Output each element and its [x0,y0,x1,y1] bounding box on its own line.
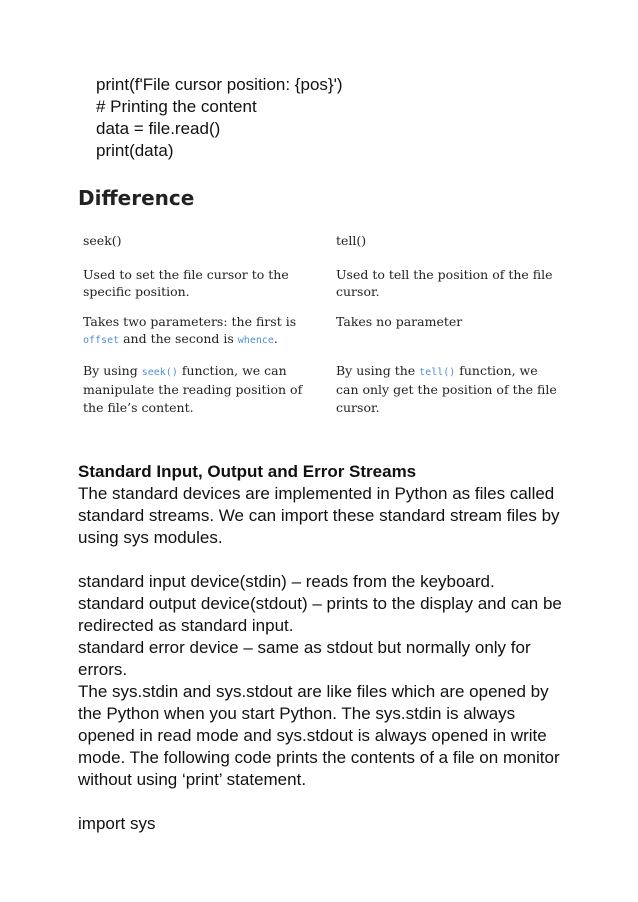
cell-text: Takes two parameters: the first is [83,313,297,329]
difference-heading: Difference [78,186,195,210]
code-line: # Printing the content [96,97,257,116]
cell-text: By using [83,362,142,378]
streams-heading: Standard Input, Output and Error Streams [78,462,417,481]
cell-text: and the second is [119,331,238,346]
stderr-line: standard error device – same as stdout but normally only for errors. [78,638,531,679]
cell-text: function, we can manipulate the reading position of the file’s content. [83,362,303,415]
spacer [78,549,568,571]
seek-usage-cell [78,362,334,417]
table-row [78,362,558,417]
code-line: print(f'File cursor position: {pos}') [96,75,343,94]
table-row [78,266,558,313]
code-line: print(data) [96,141,174,160]
streams-explanation: The sys.stdin and sys.stdout are like files which are opened by the Python when you start Python. The sys.stdin is always opened in read mode and sys.stdout is always opened in write mode. The following code prints the contents of a file on monitor without using ‘print’ statement. [78,682,560,789]
header-tell: tell() [336,233,367,248]
offset-code: offset [83,335,120,346]
spacer [78,791,568,813]
header-seek: seek() [83,233,122,248]
stdin-line: standard input device(stdin) – reads from the keyboard. [78,572,495,591]
seek-params-cell [78,313,334,350]
tell-usage-cell [334,362,558,417]
tell-purpose-cell: Used to tell the position of the file cursor. [336,266,553,299]
tell-params-cell: Takes no parameter [336,313,463,329]
cell-text: function, we can only get the position of the file cursor. [336,362,557,415]
code-line: data = file.read() [96,119,221,138]
cell-text: By using the [336,362,420,378]
streams-section [78,461,568,835]
whence-code: whence [237,335,274,346]
seek-code: seek() [141,366,178,378]
cell-text: . [273,331,278,346]
table-row [78,313,558,362]
code-snippet [96,74,342,162]
streams-intro: The standard devices are implemented in Python as files called standard streams. We can import these standard stream files by using sys modules. [78,484,560,547]
tell-code: tell() [419,366,456,378]
stdout-line: standard output device(stdout) – prints to the display and can be redirected as standard input. [78,594,562,635]
seek-purpose-cell: Used to set the file cursor to the specific position. [83,266,289,299]
table-header-row [78,232,558,266]
comparison-table [78,232,558,416]
import-code-line: import sys [78,814,156,833]
